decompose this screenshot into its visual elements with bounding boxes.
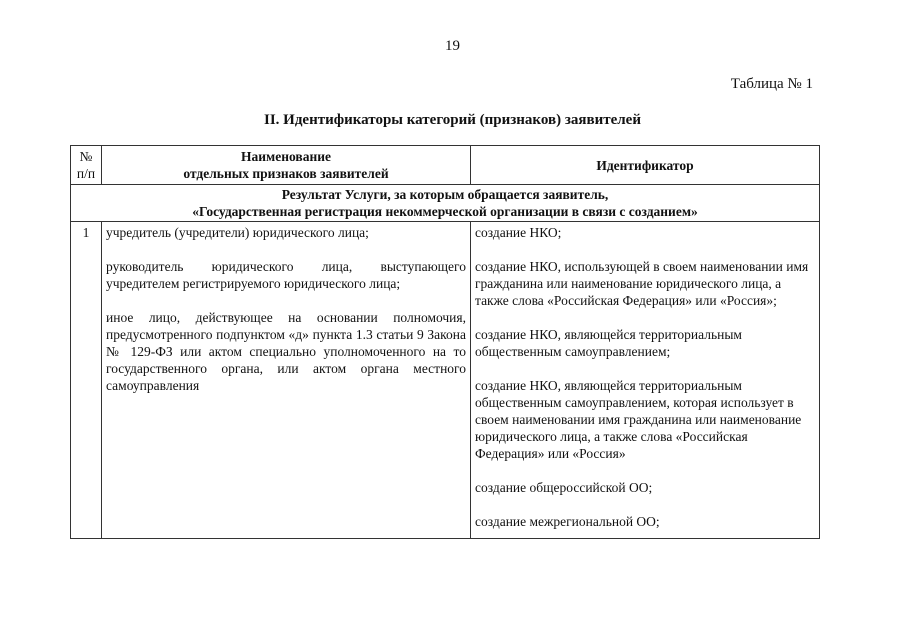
header-identifier: Идентификатор bbox=[471, 146, 820, 185]
header-name-line1: Наименование bbox=[241, 149, 331, 164]
header-number bbox=[71, 146, 102, 185]
identifier-item: создание НКО, использующей в своем наименовании имя гражданина или наименование юридического лица, а также слова «Российская Федерация» или «Россия»; bbox=[475, 259, 809, 308]
applicant-names-cell bbox=[102, 222, 471, 539]
header-name-line2: отдельных признаков заявителей bbox=[183, 166, 389, 181]
identifiers-cell bbox=[471, 222, 820, 539]
result-line1: Результат Услуги, за которым обращается заявитель, bbox=[281, 187, 609, 202]
applicant-name-item: иное лицо, действующее на основании полномочия, предусмотренного подпунктом «д» пункта 1.3 статьи 9 Закона № 129-ФЗ или актом специально уполномоченного на то государственного органа, или актом органа местного самоуправления bbox=[106, 310, 466, 393]
table-row bbox=[71, 222, 820, 539]
header-name bbox=[102, 146, 471, 185]
header-number-line1: № bbox=[79, 149, 93, 164]
table-reference: Таблица № 1 bbox=[730, 76, 813, 92]
table-header-row bbox=[71, 146, 820, 185]
identifier-item: создание межрегиональной ОО; bbox=[475, 514, 660, 529]
identifier-item: создание НКО; bbox=[475, 225, 562, 240]
section-title: II. Идентификаторы категорий (признаков) заявителей bbox=[264, 112, 641, 128]
header-number-line2: п/п bbox=[76, 166, 96, 181]
identifier-item: создание общероссийской ОО; bbox=[475, 480, 653, 495]
result-line2: «Государственная регистрация некоммерческой организации в связи с созданием» bbox=[192, 204, 698, 219]
page-number: 19 bbox=[445, 38, 460, 54]
identifier-item: создание НКО, являющейся территориальным общественным самоуправлением, которая использует в своем наименовании имя гражданина или наименование юридического лица, а также слова «Российская Федерация» или «Россия» bbox=[475, 378, 802, 461]
applicant-name-item: руководитель юридического лица, выступающего учредителем регистрируемого юридического лица; bbox=[106, 259, 466, 291]
result-cell bbox=[71, 185, 820, 222]
identifier-item: создание НКО, являющейся территориальным общественным самоуправлением; bbox=[475, 327, 742, 359]
row-number: 1 bbox=[71, 222, 102, 539]
applicant-identifiers-table bbox=[70, 145, 820, 539]
result-row bbox=[71, 185, 820, 222]
applicant-name-item: учредитель (учредители) юридического лица; bbox=[106, 225, 369, 240]
